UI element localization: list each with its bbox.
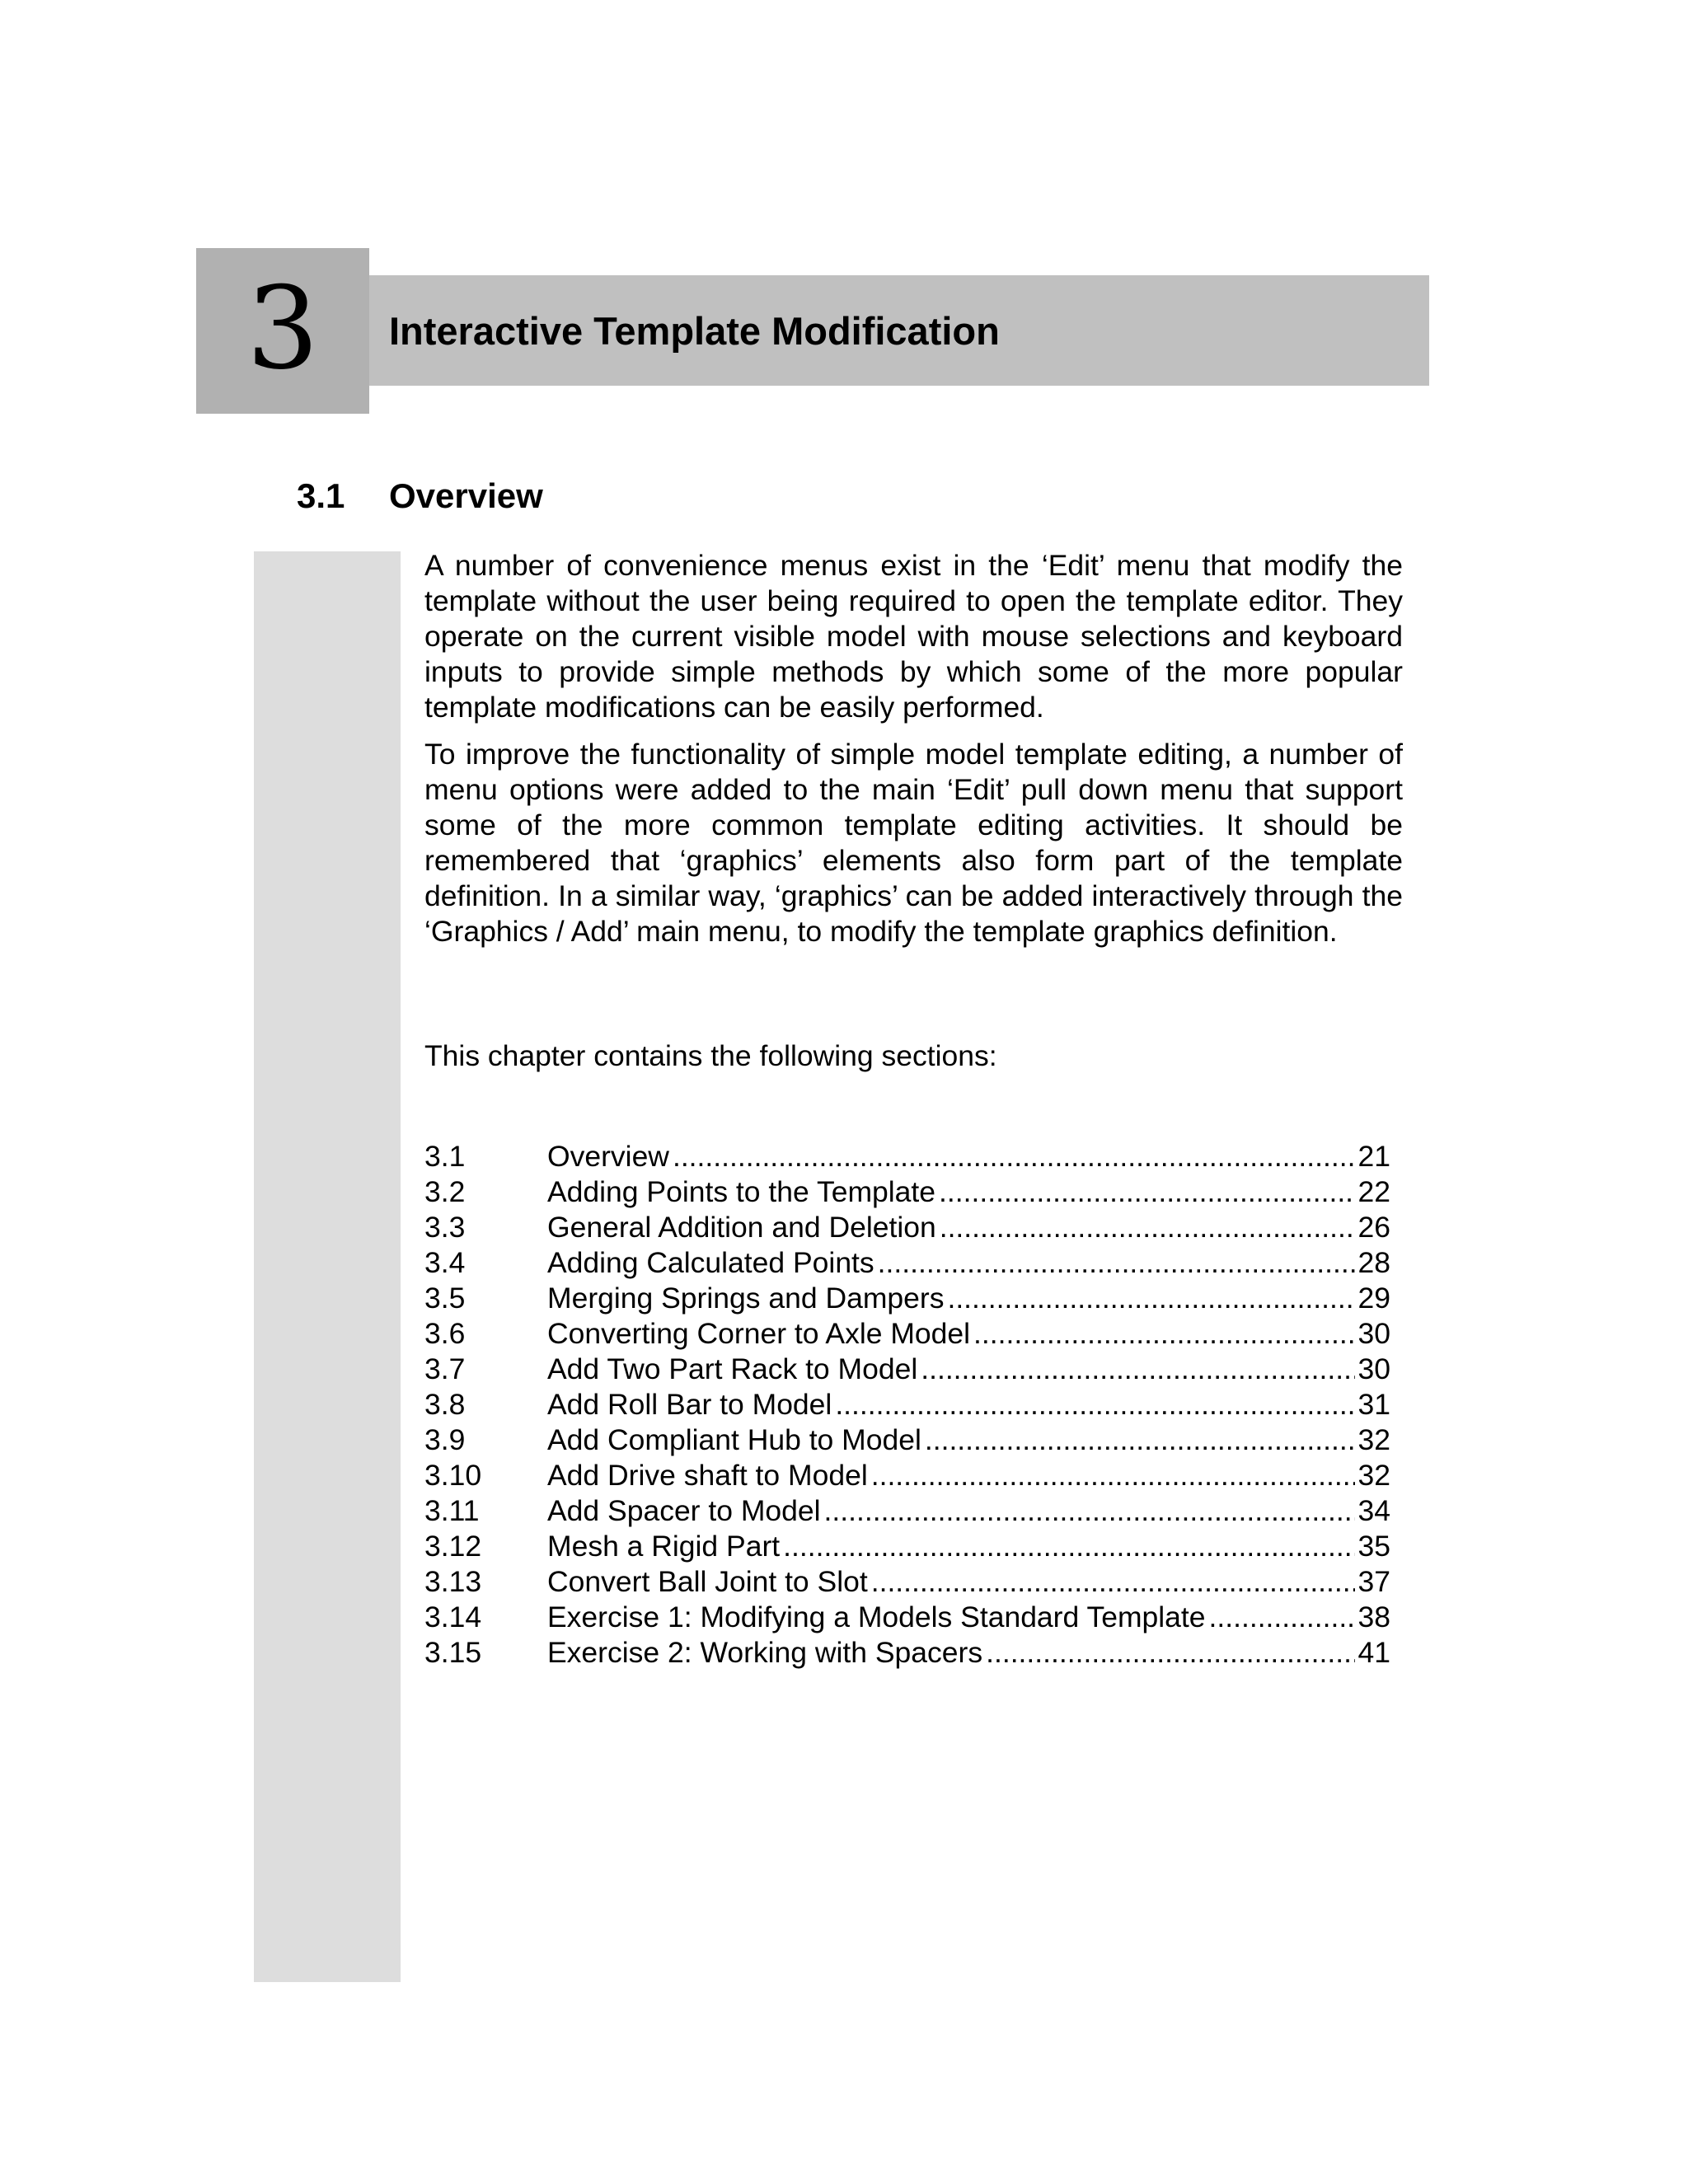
toc-row[interactable] bbox=[424, 1174, 1390, 1210]
toc-dot-leader bbox=[939, 1174, 1354, 1210]
toc-row[interactable] bbox=[424, 1139, 1390, 1174]
toc-dot-leader bbox=[940, 1210, 1355, 1245]
toc-section-title: Convert Ball Joint to Slot bbox=[547, 1565, 868, 1598]
toc-page-number: 34 bbox=[1357, 1494, 1390, 1527]
toc-section-number: 3.5 bbox=[424, 1282, 466, 1315]
toc-section-title: Adding Points to the Template bbox=[547, 1175, 936, 1208]
toc-page-number: 22 bbox=[1357, 1175, 1390, 1208]
toc-dot-leader bbox=[878, 1245, 1355, 1281]
toc-page-number: 26 bbox=[1357, 1211, 1390, 1244]
toc-dot-leader bbox=[925, 1422, 1355, 1458]
table-of-contents bbox=[424, 1139, 1390, 1671]
toc-section-number: 3.2 bbox=[424, 1175, 466, 1208]
toc-row[interactable] bbox=[424, 1564, 1390, 1600]
toc-page-number: 41 bbox=[1357, 1636, 1390, 1669]
toc-row[interactable] bbox=[424, 1458, 1390, 1493]
toc-section-number: 3.7 bbox=[424, 1352, 466, 1385]
paragraph-2: To improve the functionality of simple model template editing, a number of menu options were added to the main ‘Edit’ pull down menu that support some of the more common template editing activities. It should be remembered that ‘graphics’ elements also form part of the template definition. In a similar way, ‘graphics’ can be added interactively through the ‘Graphics / Add’ main menu, to modify the template graphics definition. bbox=[424, 738, 1403, 948]
toc-row[interactable] bbox=[424, 1493, 1390, 1529]
chapter-title: Interactive Template Modification bbox=[389, 309, 1000, 353]
toc-section-title: Add Compliant Hub to Model bbox=[547, 1423, 921, 1456]
toc-section-number: 3.4 bbox=[424, 1246, 466, 1279]
toc-section-title: Add Two Part Rack to Model bbox=[547, 1352, 918, 1385]
toc-section-title: General Addition and Deletion bbox=[547, 1211, 936, 1244]
toc-dot-leader bbox=[871, 1458, 1355, 1493]
toc-intro: This chapter contains the following sections: bbox=[424, 1039, 997, 1072]
chapter-title-bar bbox=[369, 275, 1429, 386]
toc-row[interactable] bbox=[424, 1635, 1390, 1671]
toc-row[interactable] bbox=[424, 1600, 1390, 1635]
toc-dot-leader bbox=[1209, 1600, 1355, 1635]
toc-dot-leader bbox=[973, 1316, 1354, 1352]
toc-dot-leader bbox=[824, 1493, 1355, 1529]
toc-row[interactable] bbox=[424, 1316, 1390, 1352]
toc-section-number: 3.12 bbox=[424, 1530, 482, 1563]
toc-section-title: Exercise 1: Modifying a Models Standard Template bbox=[547, 1601, 1206, 1633]
toc-row[interactable] bbox=[424, 1281, 1390, 1316]
toc-page-number: 29 bbox=[1357, 1282, 1390, 1315]
toc-dot-leader bbox=[921, 1352, 1354, 1387]
section-number: 3.1 bbox=[297, 476, 345, 515]
toc-section-title: Mesh a Rigid Part bbox=[547, 1530, 781, 1563]
toc-section-number: 3.10 bbox=[424, 1459, 482, 1492]
toc-dot-leader bbox=[947, 1281, 1354, 1316]
chapter-number: 3 bbox=[246, 261, 319, 395]
toc-section-number: 3.1 bbox=[424, 1140, 466, 1173]
toc-page-number: 37 bbox=[1357, 1565, 1390, 1598]
toc-section-title: Adding Calculated Points bbox=[547, 1246, 874, 1279]
toc-page-number: 32 bbox=[1357, 1459, 1390, 1492]
toc-dot-leader bbox=[783, 1529, 1354, 1564]
body-text bbox=[424, 548, 1403, 949]
toc-page-number: 38 bbox=[1357, 1601, 1390, 1633]
toc-section-title: Exercise 2: Working with Spacers bbox=[547, 1636, 983, 1669]
toc-dot-leader bbox=[986, 1635, 1354, 1671]
toc-section-number: 3.13 bbox=[424, 1565, 482, 1598]
toc-row[interactable] bbox=[424, 1352, 1390, 1387]
chapter-number-box bbox=[196, 248, 369, 414]
toc-section-number: 3.6 bbox=[424, 1317, 466, 1350]
toc-section-title: Add Drive shaft to Model bbox=[547, 1459, 868, 1492]
toc-section-number: 3.11 bbox=[424, 1494, 480, 1527]
toc-dot-leader bbox=[673, 1139, 1355, 1174]
toc-page-number: 30 bbox=[1357, 1317, 1390, 1350]
toc-row[interactable] bbox=[424, 1210, 1390, 1245]
toc-page-number: 21 bbox=[1357, 1140, 1390, 1173]
toc-page-number: 28 bbox=[1357, 1246, 1390, 1279]
toc-page-number: 31 bbox=[1357, 1388, 1390, 1421]
toc-section-number: 3.3 bbox=[424, 1211, 466, 1244]
toc-dot-leader bbox=[835, 1387, 1354, 1422]
toc-row[interactable] bbox=[424, 1529, 1390, 1564]
toc-section-title: Merging Springs and Dampers bbox=[547, 1282, 945, 1315]
margin-bar bbox=[254, 551, 401, 1982]
toc-section-title: Overview bbox=[547, 1140, 669, 1173]
toc-row[interactable] bbox=[424, 1387, 1390, 1422]
toc-section-number: 3.8 bbox=[424, 1388, 466, 1421]
toc-section-title: Add Roll Bar to Model bbox=[547, 1388, 832, 1421]
toc-section-number: 3.14 bbox=[424, 1601, 482, 1633]
toc-section-title: Converting Corner to Axle Model bbox=[547, 1317, 971, 1350]
toc-page-number: 32 bbox=[1357, 1423, 1390, 1456]
toc-section-title: Add Spacer to Model bbox=[547, 1494, 821, 1527]
section-title: Overview bbox=[389, 476, 543, 515]
toc-page-number: 35 bbox=[1357, 1530, 1390, 1563]
paragraph-1: A number of convenience menus exist in the ‘Edit’ menu that modify the template without the user being required to open the template editor. They operate on the current visible model with mouse selections and keyboard inputs to provide simple methods by which some of the more popular template modifications can be easily performed. bbox=[424, 549, 1403, 724]
toc-section-number: 3.15 bbox=[424, 1636, 482, 1669]
toc-section-number: 3.9 bbox=[424, 1423, 466, 1456]
toc-dot-leader bbox=[871, 1564, 1355, 1600]
toc-row[interactable] bbox=[424, 1245, 1390, 1281]
toc-page-number: 30 bbox=[1357, 1352, 1390, 1385]
toc-row[interactable] bbox=[424, 1422, 1390, 1458]
